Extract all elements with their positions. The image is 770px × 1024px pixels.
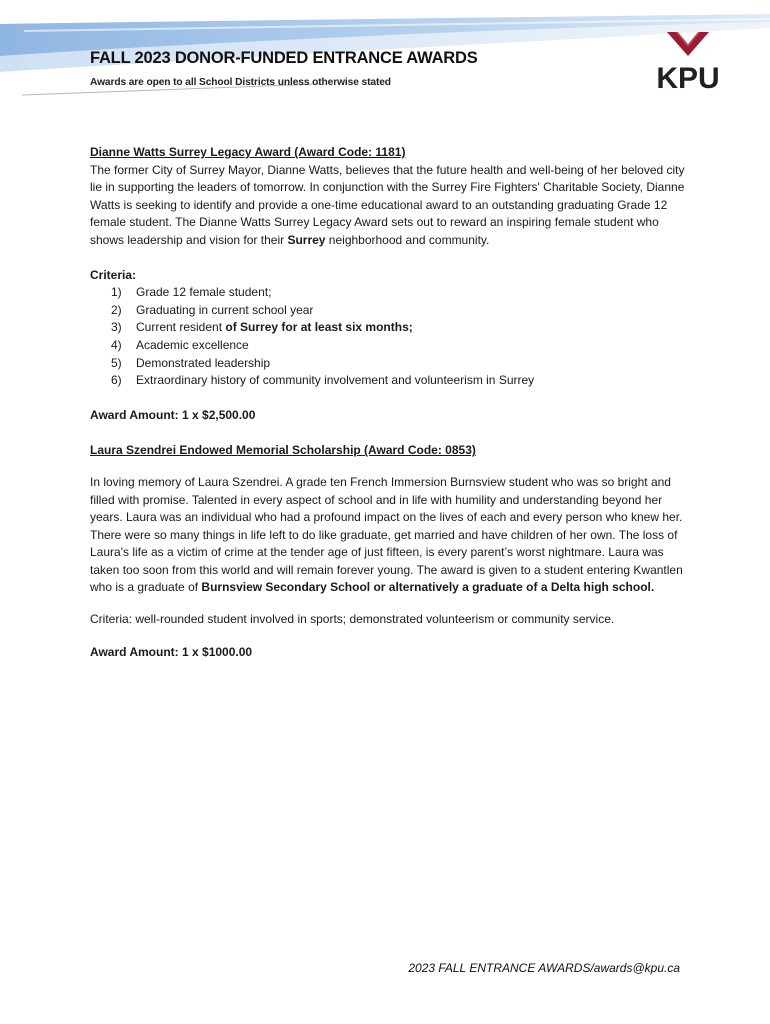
criteria-item: 4) Academic excellence bbox=[111, 337, 249, 352]
award2-title: Laura Szendrei Endowed Memorial Scholarship (Award Code: 0853) bbox=[90, 443, 476, 458]
criteria-item: 6) Extraordinary history of community involvement and volunteerism in Surrey bbox=[111, 373, 535, 388]
criteria-item: 5) Demonstrated leadership bbox=[111, 355, 271, 370]
page-title: FALL 2023 DONOR-FUNDED ENTRANCE AWARDS bbox=[90, 49, 478, 67]
kpu-logo bbox=[650, 26, 726, 92]
award1-title: Dianne Watts Surrey Legacy Award (Award Code: 1181) bbox=[90, 145, 406, 159]
award1-criteria-heading: Criteria: bbox=[90, 267, 137, 282]
criteria-item: 1) Grade 12 female student; bbox=[111, 285, 272, 300]
award2-description: In loving memory of Laura Szendrei. A grade ten French Immersion Burnsview student who was so bright and filled with promise. Talented in every aspect of school and in life with humility and understanding beyond her years. Laura was an individual who had a profound impact on the lives of each and every person who knew her. There were so many things in life left to do like graduate, get married and have children of her own. The loss of Laura's life as a victim of crime at the tender age of just fifteen, is every parent’s worst nightmare. Laura was taken too soon from this world and will remain forever young. The award is given to a student entering Kwantlen who is a graduate of Burnsview Secondary School or alternatively a graduate of a Delta high school. bbox=[90, 474, 683, 595]
criteria-item: 2) Graduating in current school year bbox=[111, 302, 314, 317]
svg-text:KPU: KPU bbox=[656, 62, 720, 92]
award1-criteria-list bbox=[90, 284, 690, 390]
page-subtitle: Awards are open to all School Districts unless otherwise stated bbox=[90, 77, 391, 88]
document-body bbox=[90, 144, 690, 661]
award1-description: The former City of Surrey Mayor, Dianne Watts, believes that the future health and well-being of her beloved city lie in supporting the leaders of tomorrow. In conjunction with the Surrey Fire Fighters' Charitable Society, Dianne Watts is seeking to identify and provide a one-time educational award to an outstanding graduating Grade 12 female student. The Dianne Watts Surrey Legacy Award sets out to reward an inspiring female student who shows leadership and vision for their Surrey neighborhood and community. bbox=[90, 162, 685, 247]
criteria-item: 3) Current resident of Surrey for at least six months; bbox=[111, 320, 413, 335]
award2-amount: Award Amount: 1 x $1000.00 bbox=[90, 644, 253, 659]
award1-amount: Award Amount: 1 x $2,500.00 bbox=[90, 407, 256, 422]
award2-criteria: Criteria: well-rounded student involved in sports; demonstrated volunteerism or community service. bbox=[90, 612, 615, 627]
page-footer: 2023 FALL ENTRANCE AWARDS/awards@kpu.ca bbox=[408, 961, 680, 975]
